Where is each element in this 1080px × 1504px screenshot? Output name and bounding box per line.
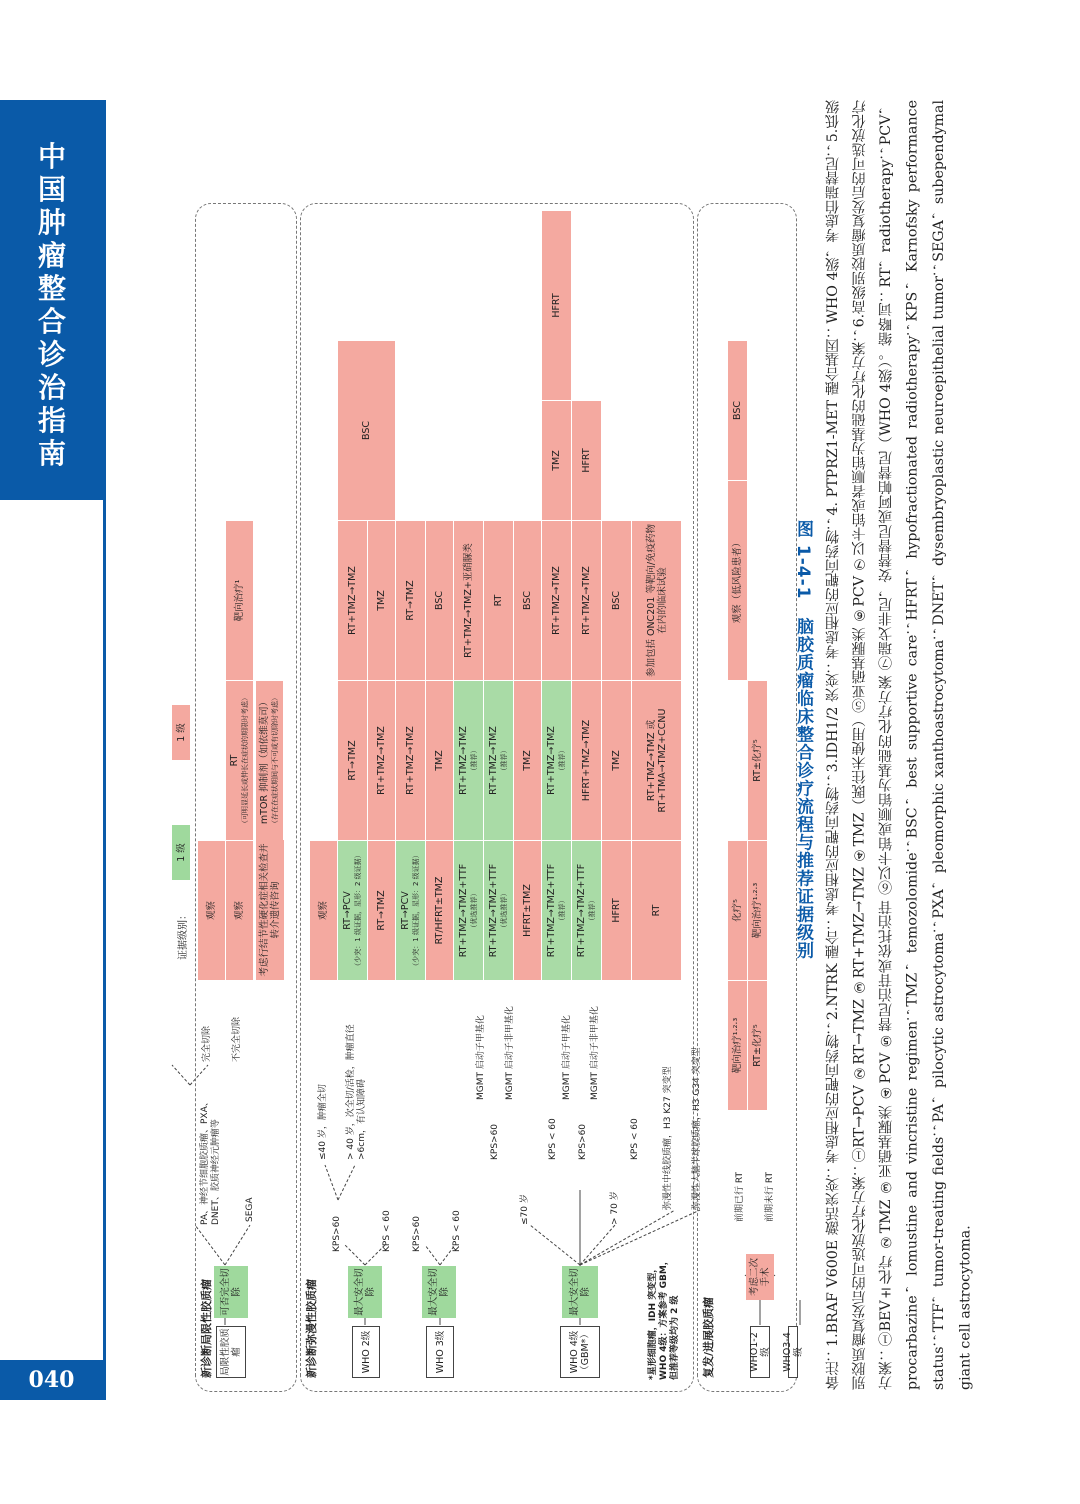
cell-who4-r2-c2 xyxy=(484,680,514,840)
cell-who4-r4-c2-note: （推荐） xyxy=(557,746,566,775)
node-who2-resection: 最大安全切除 xyxy=(348,1266,382,1318)
cell-who4-r3-c1: HFRT±TMZ xyxy=(514,840,542,980)
cell-who4-r2-c3: RT xyxy=(484,520,514,680)
cell-who4-r2-c1-label: RT+TMZ→TMZ+TTF xyxy=(487,863,499,958)
chapter-title xyxy=(30,140,74,470)
cell-who4-r1-c2 xyxy=(454,680,484,840)
cell-localized-observe-2: 观察 xyxy=(226,840,254,980)
label-mgmt-unmeth-b: MGMT 启动子非甲基化 xyxy=(590,1006,600,1100)
cell-who2-rt-pcv-label: RT→PCV xyxy=(341,891,353,930)
node-who3-resection: 最大安全切除 xyxy=(422,1266,456,1318)
node-who4-resection: 最大安全切除 xyxy=(562,1266,598,1318)
cell-mtor-label: mTOR 抑制剂（如依维莫司） xyxy=(258,696,270,825)
label-who3-kps60: KPS>60 xyxy=(412,1215,422,1252)
label-age-le40: ≤40 岁，肿瘤全切 xyxy=(318,1084,328,1160)
cell-who4-r5-c1 xyxy=(572,840,602,980)
label-who3-kps-lt60: KPS < 60 xyxy=(452,1210,462,1252)
cell-who3-rt-pcv xyxy=(396,840,426,980)
cell-who2-rt-pcv-note: （少突：1 级证据，星形：2 级证据） xyxy=(353,851,362,970)
label-kps60-a: KPS>60 xyxy=(490,1123,500,1160)
label-kps-lt60-b: KPS < 60 xyxy=(630,1118,640,1160)
page-number: 040 xyxy=(0,1360,103,1400)
label-age-gt40: > 40 岁，次全切/活检，肿瘤直径>6cm，有认知障碍 xyxy=(346,1024,367,1160)
chapter-title-char: 南 xyxy=(37,437,66,470)
chapter-title-char: 肿 xyxy=(37,206,66,239)
cell-who4-r4-c1-label: RT+TMZ→TMZ+TTF xyxy=(545,863,557,958)
section-recurrent-title: 复发/进展胶质瘤 xyxy=(702,1296,715,1378)
cell-who3-rt-pcv-label: RT→PCV xyxy=(399,891,411,930)
cell-who4-r7-c3: 参加包括 ONC201 等靶向/免疫药物在内的临床试验 xyxy=(632,520,682,680)
legend-level-green: 1 级 xyxy=(172,825,190,880)
cell-who4-r5-c3: RT+TMZ→TMZ xyxy=(572,520,602,680)
cell-who4-r7-c2: RT+TMZ→TMZ 或 RT+TMA→TMZ+CCNU xyxy=(632,680,682,840)
cell-rec-low-r2-c2: 靶向治疗¹·²·³ xyxy=(748,840,768,980)
node-who3-4: WHO3-4 级 xyxy=(788,1326,798,1378)
cell-who2-rt-tmz-tmz-b: RT+TMZ→TMZ xyxy=(368,680,396,840)
cell-localized-targeted: 靶向治疗¹ xyxy=(226,520,254,680)
cell-who2-bsc: BSC xyxy=(338,340,396,520)
cell-who3-rt-hfrt: RT/HFRT±TMZ xyxy=(426,840,454,980)
node-resectability: 可否完全切除 xyxy=(214,1266,248,1318)
chapter-title-char: 瘤 xyxy=(37,239,66,272)
cell-who4-r4-c4: TMZ xyxy=(542,400,572,520)
section-localized-title: 新诊断局限性胶质瘤 xyxy=(200,1279,213,1378)
cell-who4-r2-c2-note: （推荐） xyxy=(499,746,508,775)
label-who2-kps60: KPS>60 xyxy=(332,1215,342,1252)
cell-mtor-note: （存在在症状期间与不可或有切除时考虑） xyxy=(270,694,279,827)
cell-who3-tmz: TMZ xyxy=(426,680,454,840)
chapter-sidebar xyxy=(0,100,103,500)
cell-who4-r7-c1: RT xyxy=(632,840,682,980)
cell-who4-r1-c1-note: （优选推荐） xyxy=(469,889,478,932)
cell-who4-r5-c1-label: RT+TMZ→TMZ+TTF xyxy=(575,863,587,958)
label-who4-age-gt70: > 70 岁 xyxy=(610,1191,620,1225)
cell-who4-r5-c4: HFRT xyxy=(572,400,602,520)
chapter-title-char: 合 xyxy=(37,305,66,338)
section-diffuse-title: 新诊断弥漫性胶质瘤 xyxy=(305,1279,318,1378)
label-sega: SEGA xyxy=(245,1197,255,1222)
chapter-title-char: 指 xyxy=(37,404,66,437)
cell-who4-hfrt-top: HFRT xyxy=(542,210,572,400)
cell-localized-observe-1: 观察 xyxy=(198,840,226,980)
label-total-resection: 完全切除 xyxy=(202,1025,212,1062)
cell-who2-observe: 观察 xyxy=(310,840,338,980)
cell-who4-r2-c1-note: （优选推荐） xyxy=(499,889,508,932)
legend-level-pink: 1 级 xyxy=(172,705,190,760)
cell-who4-r2-c2-label: RT+TMZ→TMZ xyxy=(487,726,499,795)
label-h3g34: 弥漫性大脑半球胶质瘤，H3 G34 突变型 xyxy=(692,1047,702,1210)
chapter-title-char: 中 xyxy=(37,140,66,173)
chapter-title-char: 国 xyxy=(37,173,66,206)
cell-who4-r6-c1: HFRT xyxy=(602,840,632,980)
cell-rec-low-r1-c3: 观察（低风险患者） xyxy=(728,480,748,680)
node-localized-glioma: 局限性胶质瘤 xyxy=(216,1326,246,1378)
cell-who4-r5-c2: HFRT+TMZ→TMZ xyxy=(572,680,602,840)
cell-who2-rt-tmz-tmz: RT+TMZ→TMZ xyxy=(338,520,368,680)
chapter-title-char: 整 xyxy=(37,272,66,305)
node-who1-2: WHO1-2 级 xyxy=(750,1326,770,1378)
cell-who4-r1-c3: RT+TMZ→TMZ+亚硝脲类 xyxy=(454,520,484,680)
cell-who2-tmz: TMZ xyxy=(368,520,396,680)
label-incomplete-resection: 不完全切除 xyxy=(232,1016,242,1062)
label-h3k27: 弥漫性中线胶质瘤，H3 K27 突变型 xyxy=(663,1066,673,1210)
legend-label: 证据级别： xyxy=(178,910,189,960)
cell-localized-rt xyxy=(226,680,254,840)
node-who2: WHO 2级 xyxy=(352,1326,380,1378)
cell-who3-rt-tmz-tmz: RT+TMZ→TMZ xyxy=(396,680,426,840)
figure-notes: 备注：1.BRAF V600E 激活突变：考虑相应的靶向药物；2.NTRK 融合：考虑相应的靶向药物；3.IDH1/2 突变：考虑相应的靶向药物；4. PTPRZ1-MET 融合基因：WHO 4级，考虑伯瑞替尼；5.低级别胶质瘤复发后的可选放化疗方案：①RT→PCV ②RT→TMZ ③RT+TMZ→TMZ ④TMZ（既往未使用）⑤亚硝基脲类 ⑥PCV ⑦以卡铂或者顺铂为基础的化疗方案；6.高级别胶质瘤复发后的可选放化疗方案：①BEV±化疗 ②TMZ ③亚硝基脲类 ④PCV ⑤替尼泊苷或依托泊苷 ⑥以卡铂或顺铂为基础的化疗方案 ⑦瑞戈非尼，安替替尼或阿帕替尼（WHO 4级）。缩略词：RT，radiotherapy；PCV，procarbazine，lomustine and vincristine regimen；TMZ，temozolomide；BSC，best supportive care；HFRT，hypofractionated radiotherapy；KPS，Karnofsky performance status；TTF，tumor-treating fields；PA，pilocytic astrocytoma；PXA，pleomorphic xanthoastrocytoma；DNET，dysembryoplastic neuroepithelial tumor；SEGA，subependymal giant cell astrocytoma. xyxy=(825,100,974,1390)
label-mgmt-unmeth-a: MGMT 启动子非甲基化 xyxy=(505,1006,515,1100)
label-who2-kps-lt60: KPS < 60 xyxy=(382,1210,392,1252)
cell-who2-rt-pcv xyxy=(338,840,368,980)
cell-who3-bsc: BSC xyxy=(426,520,454,680)
cell-who4-r1-c2-label: RT+TMZ→TMZ xyxy=(457,726,469,795)
cell-mtor xyxy=(256,680,284,840)
cell-who4-r2-c1 xyxy=(484,840,514,980)
cell-who4-r4-c2 xyxy=(542,680,572,840)
label-mgmt-meth-b: MGMT 启动子甲基化 xyxy=(562,1015,572,1100)
cell-who2-rt-tmz: RT→TMZ xyxy=(338,680,368,840)
cell-who4-r3-c2: TMZ xyxy=(514,680,542,840)
cell-who3-rt-tmz: RT→TMZ xyxy=(396,520,426,680)
cell-who2-rt-tmz-b: RT→TMZ xyxy=(368,840,396,980)
node-who4: WHO 4级（GBM*） xyxy=(560,1326,600,1378)
cell-rec-low-r1-c1: 靶向治疗¹·²·³ xyxy=(728,980,748,1110)
cell-who4-r4-c1 xyxy=(542,840,572,980)
label-no-prior-rt: 前期未行 RT xyxy=(765,1172,775,1222)
label-who4-age-le70: ≤70 岁 xyxy=(520,1194,530,1225)
cell-localized-rt-label: RT xyxy=(228,754,240,767)
figure-caption: 图 1-4-1 脑胶质瘤临床整合诊疗流程与推荐证据级别 xyxy=(793,520,813,960)
footnote-idh: *星形细胞瘤，IDH 突变型，WHO 4级：方案参考 GBM，但推荐等级均为 2 级 xyxy=(648,1256,680,1380)
cell-who3-rt-pcv-note: （少突：1 级证据，星形：2 级证据） xyxy=(411,851,420,970)
cell-who4-r1-c2-note: （推荐） xyxy=(469,746,478,775)
label-pa-pxa-dnet: PA、神经节细胞胶质瘤、PXA、DNET、胶质神经元肿瘤等 xyxy=(200,1097,221,1225)
cell-who4-r6-c3: BSC xyxy=(602,520,632,680)
sidebar-rule xyxy=(103,100,106,1400)
cell-rec-low-r2-c1: RT±化疗⁵ xyxy=(748,980,768,1110)
cell-rec-low-r2-c3: RT±化疗⁵ xyxy=(748,680,768,840)
node-sega-genetics: 考虑行结节性硬化症相关检查并转介遗传咨询 xyxy=(256,840,284,980)
cell-who4-r1-c1 xyxy=(454,840,484,980)
cell-who4-r4-c2-label: RT+TMZ→TMZ xyxy=(545,726,557,795)
label-mgmt-meth-a: MGMT 启动子甲基化 xyxy=(476,1015,486,1100)
cell-who4-r4-c1-note: （推荐） xyxy=(557,896,566,925)
cell-who4-r3-c3: BSC xyxy=(514,520,542,680)
chapter-title-char: 治 xyxy=(37,371,66,404)
cell-rec-low-r1-c2: 化疗⁵ xyxy=(728,840,748,980)
cell-who4-r1-c1-label: RT+TMZ→TMZ+TTF xyxy=(457,863,469,958)
node-reoperation-low: 考虑二次手术 xyxy=(746,1254,774,1300)
cell-localized-rt-note: （可明显延长或伸长在症状的期限时考虑） xyxy=(240,694,249,827)
label-kps60-b: KPS>60 xyxy=(578,1123,588,1160)
label-prior-rt: 前期已行 RT xyxy=(735,1172,745,1222)
cell-who4-r5-c1-note: （推荐） xyxy=(587,896,596,925)
cell-who4-r4-c3: RT+TMZ→TMZ xyxy=(542,520,572,680)
label-kps-lt60-a: KPS < 60 xyxy=(548,1118,558,1160)
cell-who4-r6-c2: TMZ xyxy=(602,680,632,840)
cell-rec-low-r1-c4: BSC xyxy=(728,340,748,480)
node-who3: WHO 3级 xyxy=(426,1326,454,1378)
chapter-title-char: 诊 xyxy=(37,338,66,371)
